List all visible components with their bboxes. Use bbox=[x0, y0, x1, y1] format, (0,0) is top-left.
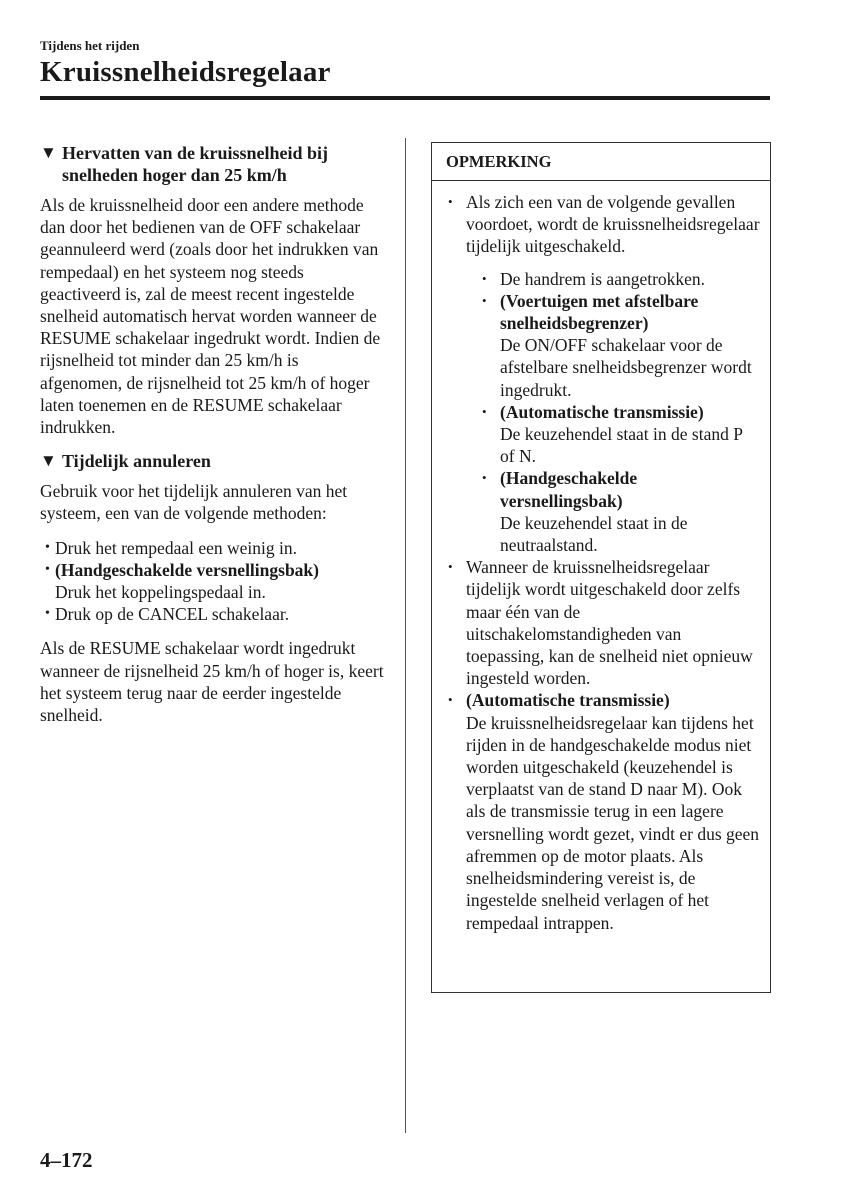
left-column bbox=[40, 142, 385, 726]
bullet-icon: • bbox=[448, 194, 453, 209]
list-item-text: Druk het koppelingspedaal in. bbox=[55, 582, 266, 603]
column-divider bbox=[405, 138, 406, 1133]
note-body bbox=[432, 181, 770, 934]
note-item bbox=[448, 556, 760, 689]
note-title: OPMERKING bbox=[432, 143, 770, 181]
note-list bbox=[448, 191, 760, 934]
bullet-icon: • bbox=[448, 692, 453, 708]
bullet-icon: • bbox=[482, 403, 487, 419]
note-item-content bbox=[466, 191, 760, 556]
bullet-icon: • bbox=[448, 559, 453, 575]
sublist-item-qualifier: (Automatische transmissie) bbox=[500, 401, 704, 422]
sublist-item bbox=[482, 467, 760, 556]
bullet-icon: • bbox=[45, 606, 50, 622]
title-rule bbox=[40, 96, 770, 100]
subheading-resume bbox=[40, 142, 385, 186]
sublist-item-text: De keuzehendel staat in de neutraalstand. bbox=[500, 512, 688, 556]
section-label: Tijdens het rijden bbox=[40, 38, 140, 53]
note-item-qualifier: (Automatische transmissie) bbox=[466, 690, 670, 711]
resume-return-paragraph: Als de RESUME schakelaar wordt ingedrukt wanneer de rijsnelheid 25 km/h of hoger is, keert het systeem terug naar de eerder ingestelde snelheid. bbox=[40, 638, 384, 726]
note-item-text: Wanneer de kruissnelheidsregelaar tijdelijk wordt uitgeschakeld door zelfs maar één van de uitschakelomstandigheden van toepassing, kan de snelheid niet opnieuw ingesteld worden. bbox=[466, 557, 753, 689]
note-item-content bbox=[466, 689, 760, 933]
sublist-item-text: De keuzehendel staat in de stand P of N. bbox=[500, 424, 743, 467]
sublist-item bbox=[482, 401, 760, 468]
page-number: 4–172 bbox=[40, 1148, 93, 1172]
bullet-icon: • bbox=[45, 561, 50, 577]
note-sublist bbox=[466, 268, 760, 557]
sublist-item bbox=[482, 290, 760, 401]
sublist-item-qualifier: (Handgeschakelde versnellingsbak) bbox=[500, 468, 638, 511]
list-item bbox=[40, 559, 385, 603]
cancel-methods-list bbox=[40, 537, 385, 626]
note-item-text: Als zich een van de volgende gevallen voordoet, wordt de kruissnelheidsregelaar tijdelijk uitgeschakeld. bbox=[466, 192, 760, 257]
sublist-item-qualifier: (Voertuigen met afstelbare snelheidsbegrenzer) bbox=[500, 290, 699, 334]
triangle-down-icon: ▼ bbox=[40, 143, 57, 162]
bullet-icon: • bbox=[482, 270, 487, 286]
list-item-content bbox=[55, 559, 385, 603]
page-title: Kruissnelheidsregelaar bbox=[40, 56, 331, 88]
triangle-down-icon: ▼ bbox=[40, 451, 57, 471]
sublist-item-content bbox=[500, 290, 760, 401]
note-item bbox=[448, 191, 760, 556]
note-item-text: De kruissnelheidsregelaar kan tijdens het rijden in de handgeschakelde modus niet worden uitgeschakeld (keuzehendel is verplaatst van de stand D naar M). Ook als de transmissie terug in een lagere versnelling wordt gezet, vindt er dus geen afremmen op de motor plaats. Als snelheidsmindering vereist is, de ingestelde snelheid verlagen of het rempedaal intrappen. bbox=[466, 712, 760, 933]
sublist-item-text: De handrem is aangetrokken. bbox=[500, 268, 706, 289]
sublist-item bbox=[482, 268, 760, 290]
list-item bbox=[40, 537, 385, 559]
bullet-icon: • bbox=[482, 470, 487, 486]
bullet-icon: • bbox=[45, 539, 50, 555]
list-item-text: Druk het rempedaal een weinig in. bbox=[55, 537, 297, 558]
sublist-item-content bbox=[500, 401, 760, 468]
list-item-qualifier: (Handgeschakelde versnellingsbak) bbox=[55, 559, 319, 580]
subheading-temporary-cancel bbox=[40, 450, 385, 472]
list-item bbox=[40, 603, 385, 625]
resume-paragraph: Als de kruissnelheid door een andere methode dan door het bedienen van de OFF schakelaar geannuleerd werd (zoals door het indrukken van rempedaal) en het systeem nog steeds geactiveerd is, zal de meest recent ingestelde snelheid automatisch hervat worden wanneer de RESUME schakelaar ingedrukt wordt. Indien de rijsnelheid tot minder dan 25 km/h is afgenomen, de rijsnelheid tot 25 km/h of hoger laten toenemen en de RESUME schakelaar indrukken. bbox=[40, 195, 381, 438]
list-item-text: Druk op de CANCEL schakelaar. bbox=[55, 604, 290, 625]
cancel-intro-paragraph: Gebruik voor het tijdelijk annuleren van het systeem, een van de volgende methoden: bbox=[40, 481, 348, 524]
subheading-resume-text: Hervatten van de kruissnelheid bij snelheden hoger dan 25 km/h bbox=[62, 143, 329, 185]
note-item bbox=[448, 689, 760, 933]
bullet-icon: • bbox=[482, 292, 487, 308]
sublist-item-content bbox=[500, 467, 760, 556]
sublist-item-text: De ON/OFF schakelaar voor de afstelbare snelheidsbegrenzer wordt ingedrukt. bbox=[500, 335, 752, 400]
note-box bbox=[431, 142, 771, 993]
subheading-temporary-cancel-text: Tijdelijk annuleren bbox=[62, 451, 211, 472]
